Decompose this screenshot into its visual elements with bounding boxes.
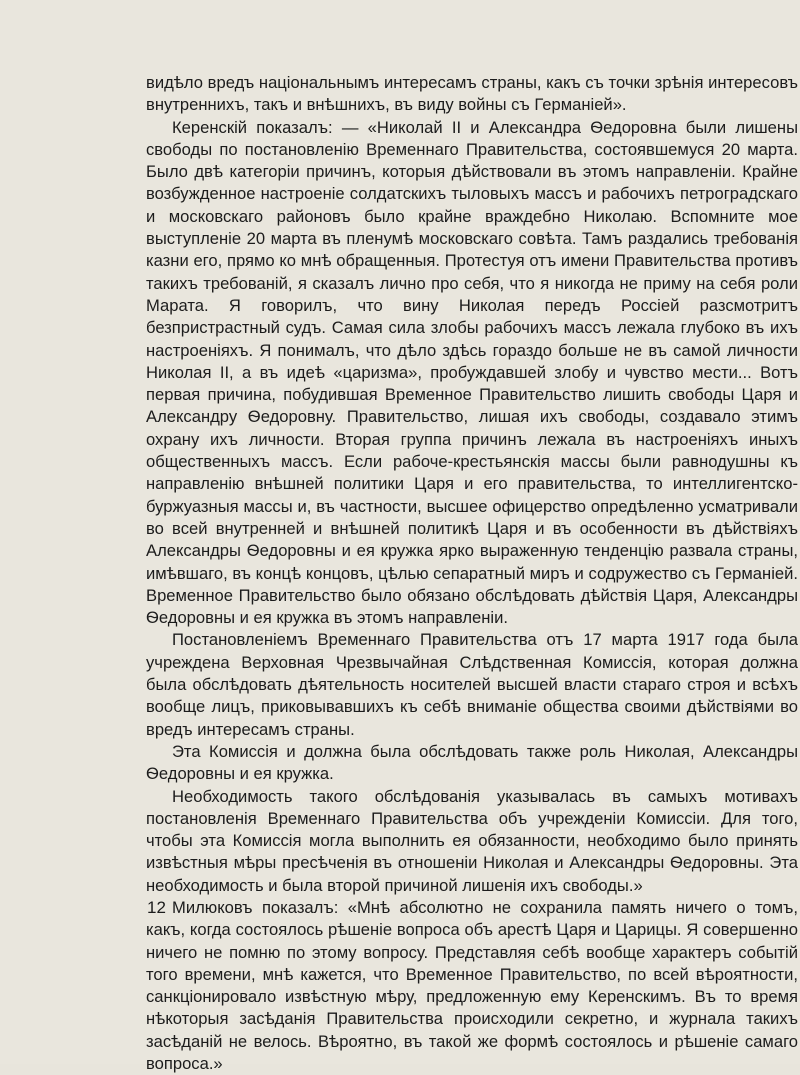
paragraph: видѣло вредъ національнымъ интересамъ страны, какъ съ точки зрѣнія интересовъ внутреннихъ, такъ и внѣшнихъ, въ виду войны съ Германіей». xyxy=(146,73,798,115)
paragraph: Постановленіемъ Временнаго Правительства отъ 17 марта 1917 года была учреждена Верховная Чрезвычайная Слѣдственная Комиссія, которая должна была обслѣдовать дѣятельность носителей высшей власти стараго строя и всѣхъ вообще лицъ, приковывавшихъ къ себѣ вниманіе общества своими дѣйствіями во вредъ интересамъ страны. xyxy=(146,630,798,739)
body-text xyxy=(146,72,798,1075)
paragraph: Эта Комиссія и должна была обслѣдовать также роль Николая, Александры Ѳедоровны и ея кружка. xyxy=(146,741,798,784)
paragraph: Необходимость такого обслѣдованія указывалась въ самыхъ мотивахъ постановленія Временнаго Правительства объ учрежденіи Комиссіи. Для того, чтобы эта Комиссія могла выполнить ея обязанности, необходимо было принять извѣстныя мѣры пресѣченія въ отношеніи Николая и Александры Ѳедоровны. Эта необходимость и была второй причиной лишенія ихъ свободы.» xyxy=(146,786,798,895)
paragraph: Керенскій показалъ: — «Николай II и Александра Ѳедоровна были лишены свободы по постановленію Временнаго Правительства, состоявшемуся 20 марта. Было двѣ категоріи причинъ, которыя дѣйствовали въ этомъ направленіи. Крайне возбужденное настроеніе солдатскихъ тыловыхъ массъ и рабочихъ петроградскаго и московскаго районовъ было крайне враждебно Николаю. Вспомните мое выступленіе 20 марта въ пленумѣ московскаго совѣта. Тамъ раздались требованія казни его, прямо ко мнѣ обращенныя. Протестуя отъ имени Правительства противъ такихъ требованій, я сказалъ лично про себя, что я никогда не приму на себя роли Марата. Я говорилъ, что вину Николая передъ Россіей разсмотритъ безпристрастный судъ. Самая сила злобы рабочихъ массъ лежала глубоко въ ихъ настроеніяхъ. Я понималъ, что дѣло здѣсь гораздо больше не въ самой личности Николая II, а въ идеѣ «царизма», пробуждавшей злобу и чувство мести... Вотъ первая причина, побудившая Временное Правительство лишить свободы Царя и Александру Ѳедоровну. Правительство, лишая ихъ свободы, создавало этимъ охрану ихъ личности. Вторая группа причинъ лежала въ настроеніяхъ иныхъ общественныхъ массъ. Если рабоче-крестьянскія массы были равнодушны къ направленію внѣшней политики Царя и его правительства, то интеллигентско-буржуазныя массы и, въ частности, высшее офицерство опредѣленно усматривали во всей внутренней и внѣшней политикѣ Царя и въ особенности въ дѣйствіяхъ Александры Ѳедоровны и ея кружка ярко выраженную тенденцію развала страны, имѣвшаго, въ концѣ концовъ, цѣлью сепаратный миръ и содружество съ Германіей. Временное Правительство было обязано обслѣдовать дѣйствія Царя, Александры Ѳедоровны и ея кружка въ этомъ направленіи. xyxy=(146,117,798,628)
page-number: 12 xyxy=(147,898,166,917)
paragraph: Милюковъ показалъ: «Мнѣ абсолютно не сохранила память ничего о томъ, какъ, когда состоялось рѣшеніе вопроса объ арестѣ Царя и Царицы. Я совершенно ничего не помню по этому вопросу. Представляя себѣ вообще характеръ событій того времени, мнѣ кажется, что Временное Правительство, по всей вѣроятности, санкціонировало извѣстную мѣру, предложенную ему Керенскимъ. Въ то время нѣкоторыя засѣданія Правительства происходили секретно, и журнала такихъ засѣданій не велось. Вѣроятно, въ такой же формѣ состоялось и рѣшеніе самаго вопроса.» xyxy=(146,897,798,1074)
